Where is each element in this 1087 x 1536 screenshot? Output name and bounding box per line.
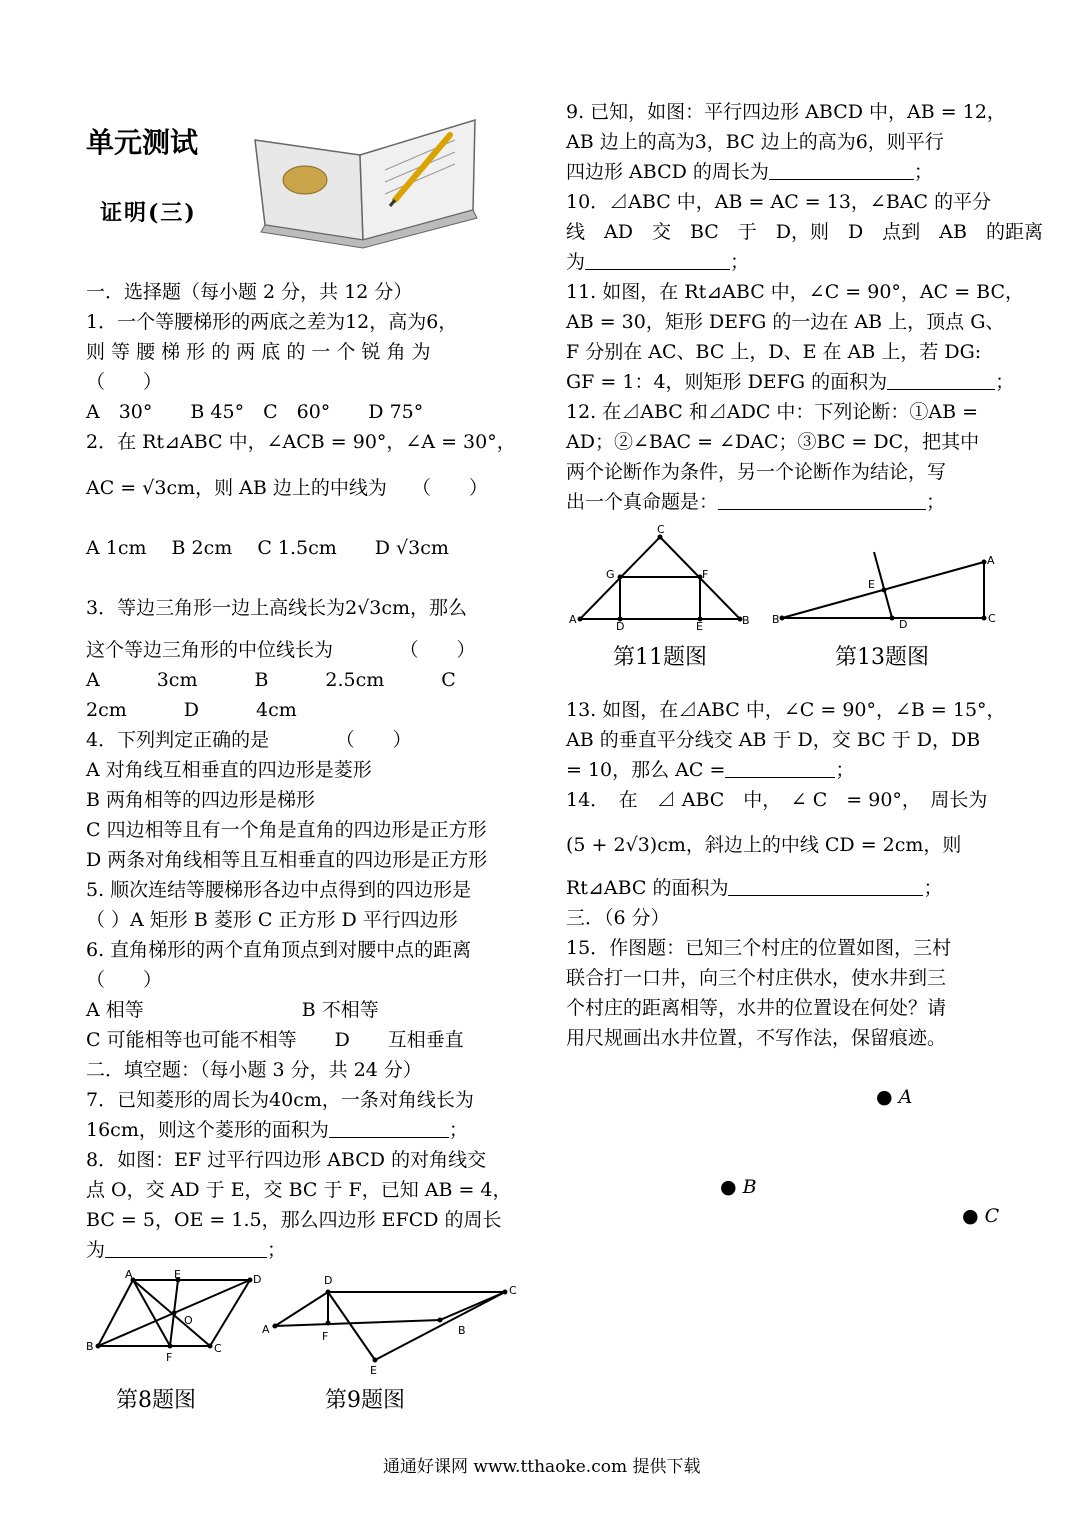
figure-9-caption: 第9题图 bbox=[325, 1388, 405, 1413]
question-3-options-2: 2cm D 4cm bbox=[86, 699, 297, 721]
question-11-line-4: GF = 1：4，则矩形 DEFG 的面积为 ； bbox=[566, 371, 1015, 393]
fig8-label-o: O bbox=[184, 1314, 193, 1327]
figure-8-caption: 第8题图 bbox=[116, 1388, 196, 1413]
fig11-label-d: D bbox=[616, 620, 625, 633]
question-1-options: A 30° B 45° C 60° D 75° bbox=[86, 401, 424, 423]
section-2-heading: 二．填空题：（每小题 3 分，共 24 分） bbox=[86, 1059, 422, 1081]
fig11-label-f: F bbox=[702, 568, 709, 581]
question-14-line-1: 14． 在 ⊿ ABC 中， ∠ C = 90°， 周长为 bbox=[566, 789, 988, 811]
question-3-options-1: A 3cm B 2.5cm C bbox=[86, 669, 456, 691]
fig8-label-b: B bbox=[86, 1340, 94, 1353]
question-9-line-3: 四边形 ABCD 的周长为 ； bbox=[566, 161, 933, 183]
figure-9-diagram bbox=[260, 1270, 525, 1385]
question-6-line-2: （ ） bbox=[86, 969, 163, 991]
question-14-line-3: Rt⊿ABC 的面积为 ； bbox=[566, 877, 943, 899]
book-illustration bbox=[245, 100, 485, 250]
question-4-option-c: C 四边相等且有一个角是直角的四边形是正方形 bbox=[86, 819, 487, 841]
question-2-options: A 1cm B 2cm C 1.5cm D √3cm bbox=[86, 537, 449, 559]
question-12-line-3: 两个论断作为条件，另一个论断作为结论，写 bbox=[566, 461, 947, 483]
question-13-line-1: 13. 如图，在⊿ABC 中，∠C = 90°，∠B = 15°， bbox=[566, 699, 1006, 721]
fig8-label-d: D bbox=[253, 1273, 262, 1286]
figure-8-diagram bbox=[86, 1268, 270, 1368]
question-4-option-b: B 两角相等的四边形是梯形 bbox=[86, 789, 316, 811]
figure-13-caption: 第13题图 bbox=[835, 645, 929, 670]
village-point-b: ● B bbox=[720, 1176, 757, 1198]
question-15-line-2: 联合打一口井，向三个村庄供水，使水井到三 bbox=[566, 967, 947, 989]
fig13-label-e: E bbox=[868, 578, 875, 591]
question-13-line-2: AB 的垂直平分线交 AB 于 D，交 BC 于 D，DB bbox=[566, 729, 981, 751]
question-8-line-1: 8．如图：EF 过平行四边形 ABCD 的对角线交 bbox=[86, 1149, 487, 1171]
question-15-line-1: 15．作图题：已知三个村庄的位置如图，三村 bbox=[566, 937, 952, 959]
fig9-label-f: F bbox=[322, 1330, 329, 1343]
fig11-label-g: G bbox=[606, 568, 615, 581]
figure-11-diagram bbox=[565, 522, 765, 632]
fig9-label-d: D bbox=[324, 1274, 333, 1287]
section-1-heading: 一．选择题（每小题 2 分，共 12 分） bbox=[86, 281, 413, 303]
question-2-line-2: AC = √3cm，则 AB 边上的中线为 （ ） bbox=[86, 477, 488, 499]
question-8-line-2: 点 O，交 AD 于 E，交 BC 于 F，已知 AB = 4， bbox=[86, 1179, 512, 1201]
village-point-c: ● C bbox=[962, 1205, 1000, 1227]
fig8-label-e: E bbox=[174, 1268, 181, 1281]
fig13-label-c: C bbox=[988, 612, 996, 625]
fig8-label-f: F bbox=[166, 1351, 173, 1364]
fig11-label-e: E bbox=[696, 620, 703, 633]
question-11-line-3: F 分别在 AC、BC 上，D、E 在 AB 上，若 DG: bbox=[566, 341, 982, 363]
question-9-line-1: 9. 已知，如图：平行四边形 ABCD 中，AB = 12， bbox=[566, 101, 1006, 123]
page-title: 单元测试 bbox=[86, 126, 199, 159]
fig11-label-a: A bbox=[569, 613, 577, 626]
question-6-line-1: 6. 直角梯形的两个直角顶点到对腰中点的距离 bbox=[86, 939, 472, 961]
question-9-line-2: AB 边上的高为3，BC 边上的高为6，则平行 bbox=[566, 131, 944, 153]
fig9-label-e: E bbox=[370, 1364, 377, 1377]
question-3-line-1: 3．等边三角形一边上高线长为2√3cm，那么 bbox=[86, 597, 468, 619]
question-8-line-3: BC = 5，OE = 1.5，那么四边形 EFCD 的周长 bbox=[86, 1209, 502, 1231]
question-11-line-2: AB = 30，矩形 DEFG 的一边在 AB 上，顶点 G、 bbox=[566, 311, 1005, 333]
question-13-line-3: = 10，那么 AC = ； bbox=[566, 759, 855, 781]
question-1-line-3: （ ） bbox=[86, 371, 163, 393]
question-10-line-1: 10．⊿ABC 中，AB = AC = 13，∠BAC 的平分 bbox=[566, 191, 992, 213]
fig9-label-a: A bbox=[262, 1323, 270, 1336]
fig8-label-c: C bbox=[214, 1342, 222, 1355]
fig11-label-c: C bbox=[657, 523, 665, 536]
page-subtitle: 证明(三) bbox=[100, 200, 197, 226]
fig8-label-a: A bbox=[125, 1268, 133, 1281]
fig13-label-b: B bbox=[772, 613, 780, 626]
footer-credit: 通通好课网 www.tthaoke.com 提供下载 bbox=[383, 1457, 701, 1477]
question-3-line-2: 这个等边三角形的中位线长为 （ ） bbox=[86, 639, 476, 661]
question-15-line-3: 个村庄的距离相等，水井的位置设在何处？请 bbox=[566, 997, 947, 1019]
question-6-options-1: A 相等 B 不相等 bbox=[86, 999, 379, 1021]
question-12-line-2: AD；②∠BAC = ∠DAC；③BC = DC，把其中 bbox=[566, 431, 980, 453]
village-point-a: ● A bbox=[876, 1086, 913, 1108]
section-3-heading: 三．（6 分） bbox=[566, 907, 670, 929]
figure-11-caption: 第11题图 bbox=[613, 645, 707, 670]
question-10-line-3: 为 ； bbox=[566, 251, 750, 273]
question-4-stem: 4．下列判定正确的是 （ ） bbox=[86, 729, 412, 751]
question-6-options-2: C 可能相等也可能不相等 D 互相垂直 bbox=[86, 1029, 464, 1051]
question-12-line-4: 出一个真命题是： ； bbox=[566, 491, 946, 513]
question-4-option-a: A 对角线互相垂直的四边形是菱形 bbox=[86, 759, 372, 781]
question-7-line-2: 16cm，则这个菱形的面积为 ； bbox=[86, 1119, 468, 1141]
question-11-line-1: 11. 如图，在 Rt⊿ABC 中，∠C = 90°，AC = BC， bbox=[566, 281, 1025, 303]
fig13-label-a: A bbox=[987, 554, 995, 567]
question-5-line-2: （ ）A 矩形 B 菱形 C 正方形 D 平行四边形 bbox=[86, 909, 458, 931]
fig11-label-b: B bbox=[742, 614, 750, 627]
fig13-label-d: D bbox=[899, 618, 908, 631]
question-2-line-1: 2．在 Rt⊿ABC 中，∠ACB = 90°，∠A = 30°， bbox=[86, 431, 516, 453]
question-5-line-1: 5. 顺次连结等腰梯形各边中点得到的四边形是 bbox=[86, 879, 472, 901]
figure-13-diagram bbox=[770, 550, 1005, 630]
fig9-label-b: B bbox=[458, 1324, 466, 1337]
question-4-option-d: D 两条对角线相等且互相垂直的四边形是正方形 bbox=[86, 849, 488, 871]
question-1-line-1: 1．一个等腰梯形的两底之差为12，高为6， bbox=[86, 311, 458, 333]
question-15-line-4: 用尺规画出水井位置，不写作法，保留痕迹。 bbox=[566, 1027, 947, 1049]
fig9-label-c: C bbox=[509, 1284, 517, 1297]
question-10-line-2: 线 AD 交 BC 于 D，则 D 点到 AB 的距离 bbox=[566, 221, 1043, 243]
question-12-line-1: 12. 在⊿ABC 和⊿ADC 中：下列论断：①AB = bbox=[566, 401, 979, 423]
question-14-line-2: (5 + 2√3)cm，斜边上的中线 CD = 2cm，则 bbox=[566, 834, 962, 856]
question-1-line-2: 则 等 腰 梯 形 的 两 底 的 一 个 锐 角 为 bbox=[86, 341, 431, 363]
question-8-line-4: 为 ； bbox=[86, 1239, 287, 1261]
question-7-line-1: 7．已知菱形的周长为40cm，一条对角线长为 bbox=[86, 1089, 474, 1111]
